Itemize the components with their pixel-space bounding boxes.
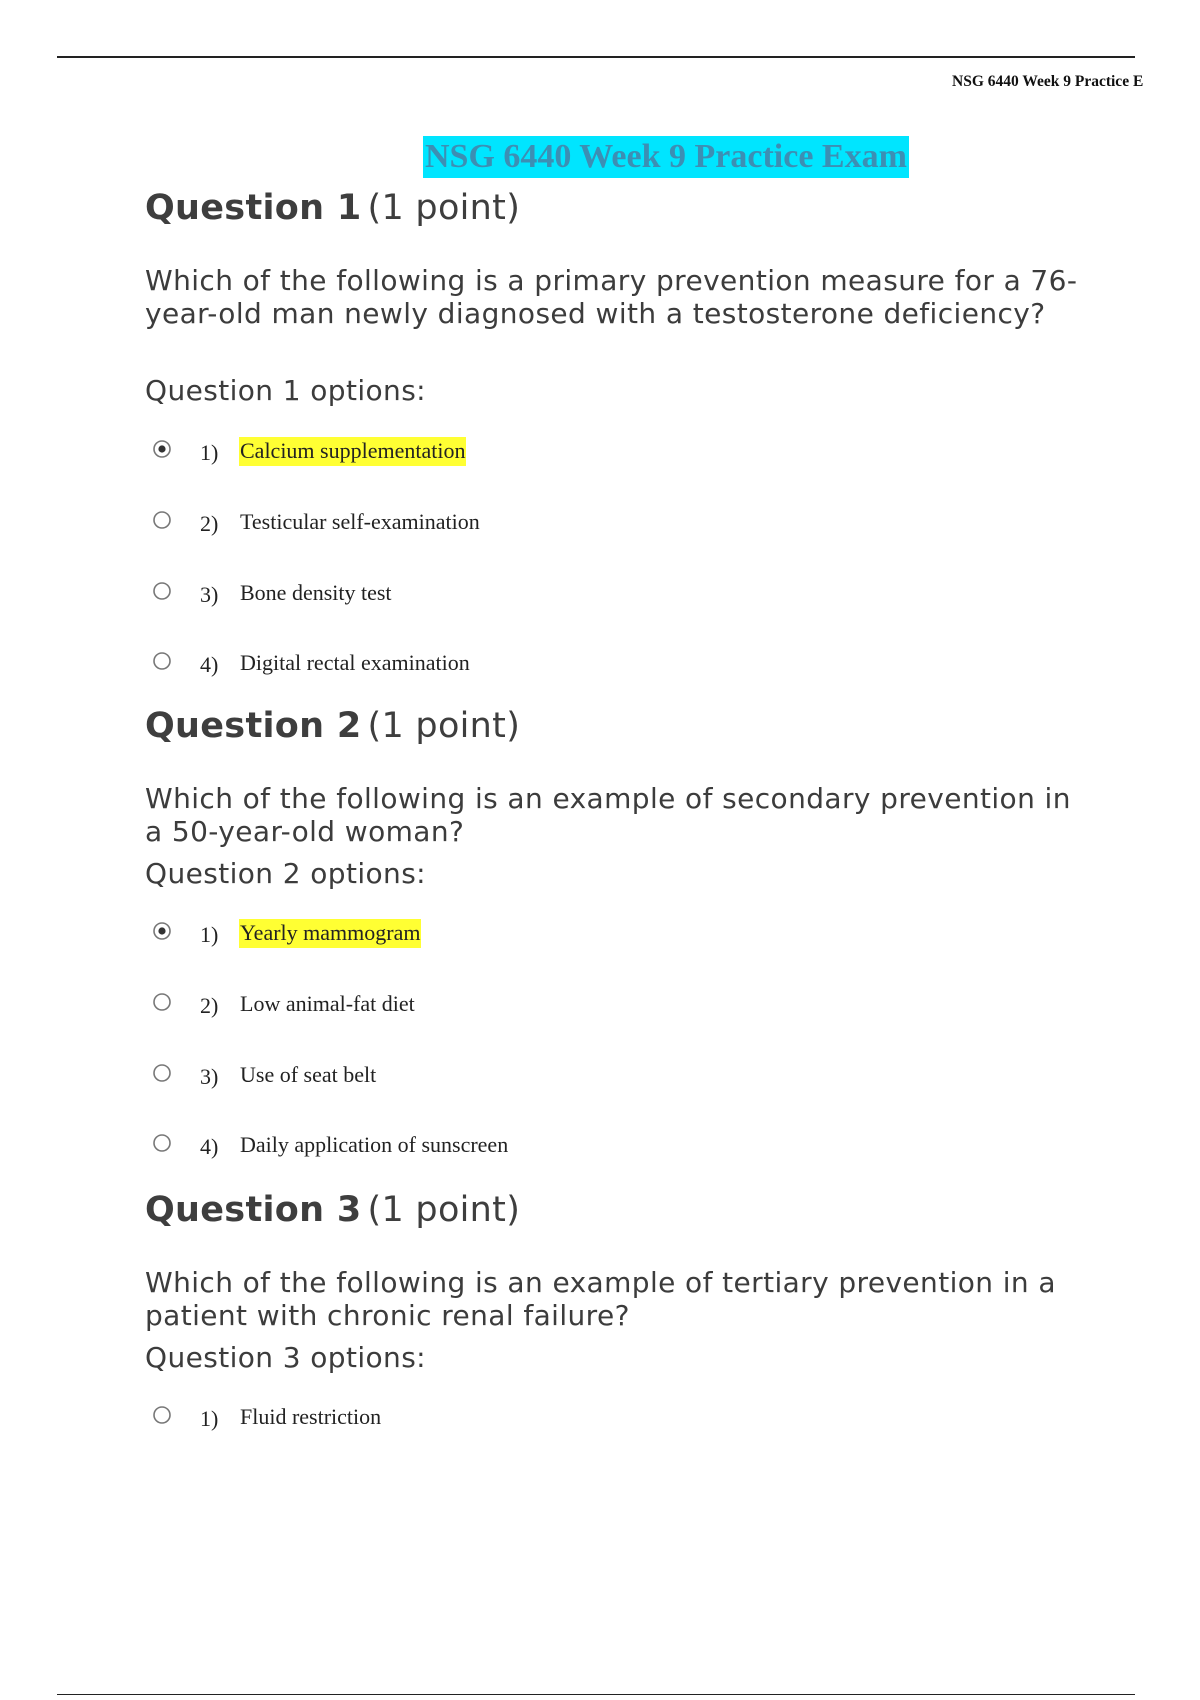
option-number: 4) <box>200 1134 219 1159</box>
question-number: Question 1 <box>145 188 362 228</box>
option-row[interactable] <box>145 1400 845 1440</box>
option-row[interactable] <box>145 505 845 545</box>
running-header: NSG 6440 Week 9 Practice E <box>952 73 1144 90</box>
question-text: Which of the following is an example of secondary prevention in a 50-year-old woman? <box>145 782 1071 848</box>
question-points: (1 point) <box>367 188 521 228</box>
options-label: Question 2 options: <box>145 857 427 890</box>
question-2 <box>145 704 1095 1159</box>
option-label: Digital rectal examination <box>240 650 470 675</box>
question-points: (1 point) <box>367 1190 521 1230</box>
document-title: NSG 6440 Week 9 Practice Exam <box>423 136 909 178</box>
radio-unselected-icon[interactable] <box>151 509 173 531</box>
footer-rule <box>57 1694 1135 1695</box>
option-row[interactable] <box>145 916 845 956</box>
radio-selected-icon[interactable] <box>151 920 173 942</box>
option-number: 1) <box>200 440 219 465</box>
option-label: Daily application of sunscreen <box>240 1132 509 1157</box>
option-row[interactable] <box>145 987 845 1027</box>
option-label: Testicular self-examination <box>240 509 480 534</box>
radio-unselected-icon[interactable] <box>151 991 173 1013</box>
option-number: 1) <box>200 1406 219 1431</box>
question-points: (1 point) <box>367 706 521 746</box>
question-1 <box>145 186 1095 677</box>
radio-unselected-icon[interactable] <box>151 1404 173 1426</box>
question-number: Question 2 <box>145 706 362 746</box>
option-row[interactable] <box>145 434 845 474</box>
option-row[interactable] <box>145 646 845 686</box>
options-label: Question 1 options: <box>145 374 427 407</box>
radio-unselected-icon[interactable] <box>151 650 173 672</box>
radio-selected-icon[interactable] <box>151 438 173 460</box>
option-number: 3) <box>200 1064 219 1089</box>
question-heading <box>145 1188 1095 1232</box>
question-3 <box>145 1188 1095 1431</box>
options-label: Question 3 options: <box>145 1341 427 1374</box>
option-number: 1) <box>200 922 219 947</box>
option-label: Bone density test <box>240 580 392 605</box>
radio-unselected-icon[interactable] <box>151 1062 173 1084</box>
radio-unselected-icon[interactable] <box>151 580 173 602</box>
option-label: Low animal-fat diet <box>240 991 415 1016</box>
option-row[interactable] <box>145 1058 845 1098</box>
option-row[interactable] <box>145 576 845 616</box>
option-row[interactable] <box>145 1128 845 1168</box>
option-label: Calcium supplementation <box>239 437 466 466</box>
option-label: Fluid restriction <box>240 1404 382 1429</box>
question-number: Question 3 <box>145 1190 362 1230</box>
question-text: Which of the following is an example of tertiary prevention in a patient with chronic renal failure? <box>145 1266 1056 1332</box>
question-heading <box>145 186 1095 230</box>
option-number: 2) <box>200 993 219 1018</box>
option-label: Use of seat belt <box>240 1062 377 1087</box>
header-rule <box>57 56 1135 58</box>
radio-unselected-icon[interactable] <box>151 1132 173 1154</box>
question-heading <box>145 704 1095 748</box>
question-text: Which of the following is a primary prevention measure for a 76-year-old man newly diagnosed with a testosterone deficiency? <box>145 264 1078 330</box>
option-label: Yearly mammogram <box>239 919 421 948</box>
option-number: 2) <box>200 511 219 536</box>
option-number: 3) <box>200 582 219 607</box>
option-number: 4) <box>200 652 219 677</box>
